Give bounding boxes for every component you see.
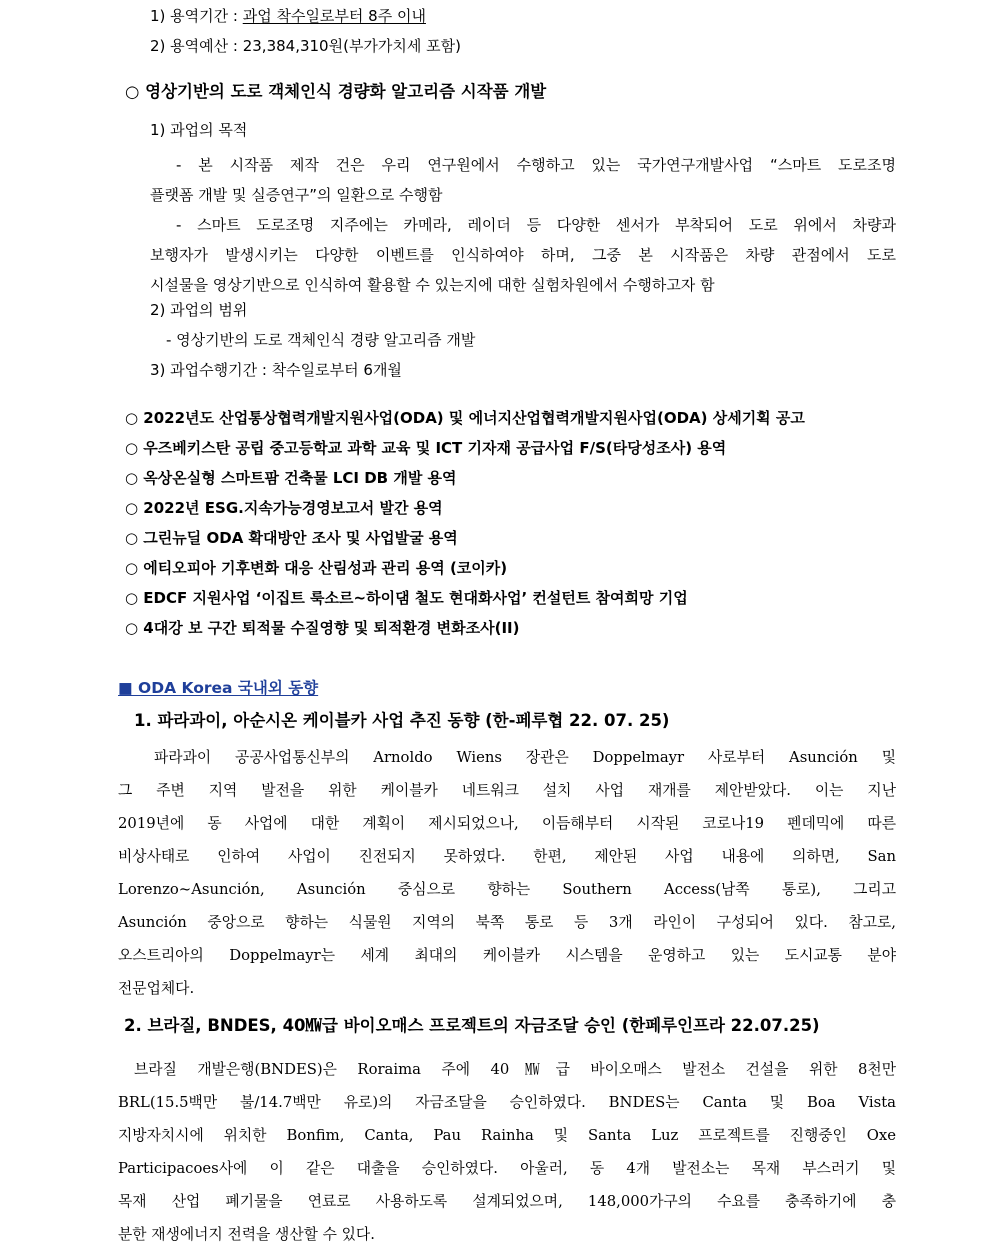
- news-line: 지방자치시에 위치한 Bonfim, Canta, Pau Rainha 및 Santa Luz 프로젝트를 진행중인 Oxe: [118, 1127, 896, 1144]
- bullet-item: ○ 4대강 보 구간 퇴적물 수질영향 및 퇴적환경 변화조사(II): [125, 619, 520, 637]
- budget-line: 2) 용역예산 : 23,384,310원(부가가치세 포함): [150, 37, 461, 55]
- period-label: 1) 용역기간 :: [150, 7, 243, 25]
- bullet-item: ○ 에티오피아 기후변화 대응 산림성과 관리 용역 (코이카): [125, 559, 508, 577]
- purpose-paragraph: [150, 150, 896, 300]
- news-line: Participacoes사에 이 같은 대출을 승인하였다. 아울러, 동 4개 발전소는 목재 부스러기 및: [118, 1160, 896, 1177]
- purpose-line: 플랫폼 개발 및 실증연구”의 일환으로 수행함: [150, 186, 443, 204]
- period-value: 과업 착수일로부터 8주 이내: [242, 7, 426, 25]
- news-paragraph: [118, 741, 896, 1005]
- news-line: 비상사태로 인하여 사업이 진전되지 못하였다. 한편, 제안된 사업 내용에 의하면, San: [118, 848, 896, 865]
- news-heading: 1. 파라과이, 아순시온 케이블카 사업 추진 동향 (한-페루협 22. 07. 25): [134, 711, 670, 730]
- news-line: 오스트리아의 Doppelmayr는 세계 최대의 케이블카 시스템을 운영하고 있는 도시교통 분야: [118, 947, 896, 964]
- news-line: 목재 산업 폐기물을 연료로 사용하도록 설계되었으며, 148,000가구의 수요를 충족하기에 충: [118, 1193, 896, 1210]
- purpose-line: 보행자가 발생시키는 다양한 이벤트를 인식하여야 하며, 그중 본 시작품은 차량 관점에서 도로: [150, 246, 896, 264]
- news-paragraph: [118, 1053, 896, 1251]
- bullet-item: ○ 2022년도 산업통상협력개발지원사업(ODA) 및 에너지산업협력개발지원사업(ODA) 상세기획 공고: [125, 409, 805, 427]
- bullet-item: ○ 그린뉴딜 ODA 확대방안 조사 및 사업발굴 용역: [125, 529, 458, 547]
- news-line: 파라과이 공공사업통신부의 Arnoldo Wiens 장관은 Doppelmayr 사로부터 Asunción 및: [154, 749, 896, 766]
- purpose-label: 1) 과업의 목적: [150, 121, 248, 139]
- news-line: Asunción 중앙으로 향하는 식물원 지역의 북쪽 통로 등 3개 라인이 구성되어 있다. 참고로,: [118, 914, 896, 931]
- purpose-line: - 본 시작품 제작 건은 우리 연구원에서 수행하고 있는 국가연구개발사업 “스마트 도로조명: [176, 156, 896, 174]
- bullet-item: ○ 2022년 ESG.지속가능경영보고서 발간 용역: [125, 499, 443, 517]
- scope-value: - 영상기반의 도로 객체인식 경량 알고리즘 개발: [166, 331, 476, 349]
- news-section-title: ■ ODA Korea 국내외 동향: [118, 679, 319, 697]
- news-line: 분한 재생에너지 전력을 생산할 수 있다.: [118, 1226, 375, 1243]
- scope-label: 2) 과업의 범위: [150, 301, 248, 319]
- purpose-line: - 스마트 도로조명 지주에는 카메라, 레이더 등 다양한 센서가 부착되어 도로 위에서 차량과: [176, 216, 896, 234]
- news-heading: 2. 브라질, BNDES, 40㎿급 바이오매스 프로젝트의 자금조달 승인 (한페루인프라 22.07.25): [124, 1016, 820, 1035]
- duration-line: 3) 과업수행기간 : 착수일로부터 6개월: [150, 361, 402, 379]
- news-line: Lorenzo~Asunción, Asunción 중심으로 향하는 Southern Access(남쪽 통로), 그리고: [118, 881, 896, 898]
- bullet-item: ○ 옥상온실형 스마트팜 건축물 LCI DB 개발 용역: [125, 469, 457, 487]
- news-line: 그 주변 지역 발전을 위한 케이블카 네트워크 설치 사업 재개를 제안받았다. 이는 지난: [118, 782, 896, 799]
- news-line: 2019년에 동 사업에 대한 계획이 제시되었으나, 이듬해부터 시작된 코로나19 펜데믹에 따른: [118, 815, 896, 832]
- news-line: 전문업체다.: [118, 980, 195, 997]
- bullet-item: ○ EDCF 지원사업 ‘이집트 룩소르~하이댐 철도 현대화사업’ 컨설턴트 참여희망 기업: [125, 589, 688, 607]
- bullet-item: ○ 우즈베키스탄 공립 중고등학교 과학 교육 및 ICT 기자재 공급사업 F/S(타당성조사) 용역: [125, 439, 727, 457]
- news-line: BRL(15.5백만 불/14.7백만 유로)의 자금조달을 승인하였다. BNDES는 Canta 및 Boa Vista: [118, 1094, 896, 1111]
- section-title: ○ 영상기반의 도로 객체인식 경량화 알고리즘 시작품 개발: [125, 82, 547, 101]
- purpose-line: 시설물을 영상기반으로 인식하여 활용할 수 있는지에 대한 실험차원에서 수행하고자 함: [150, 276, 715, 294]
- period-line: [150, 6, 426, 26]
- news-line: 브라질 개발은행(BNDES)은 Roraima 주에 40㎿급 바이오매스 발전소 건설을 위한 8천만: [134, 1061, 896, 1078]
